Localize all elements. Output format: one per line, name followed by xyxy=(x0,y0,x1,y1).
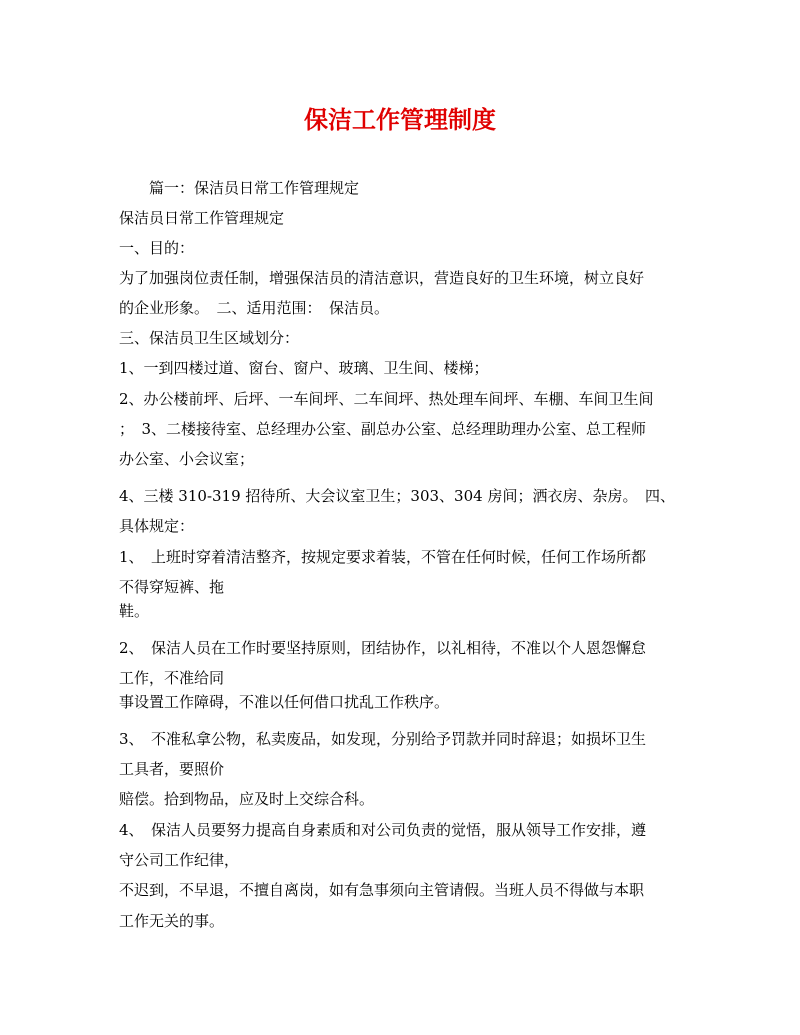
paragraph-line: 赔偿。拾到物品，应及时上交综合科。 xyxy=(119,790,375,808)
paragraph-line: 3、 不准私拿公物，私卖废品，如发现，分别给予罚款并同时辞退；如损坏卫生 xyxy=(119,730,647,748)
paragraph-line: ； 3、二楼接待室、总经理办公室、副总办公室、总经理助理办公室、总工程师 xyxy=(119,420,647,438)
paragraph-line: 保洁员日常工作管理规定 xyxy=(119,209,285,227)
paragraph-line: 事设置工作障碍，不准以任何借口扰乱工作秩序。 xyxy=(119,693,450,711)
paragraph-line: 不得穿短裤、拖 xyxy=(119,578,225,596)
paragraph-line: 一、目的： xyxy=(119,239,195,257)
paragraph-line: 具体规定： xyxy=(119,517,195,535)
paragraph-line: 办公室、小会议室； xyxy=(119,450,255,468)
paragraph-line: 工具者，要照价 xyxy=(119,760,225,778)
paragraph-line: 1、一到四楼过道、窗台、窗户、玻璃、卫生间、楼梯； xyxy=(119,359,489,377)
paragraph-line: 4、三楼 310-319 招待所、大会议室卫生；303、304 房间；洒衣房、杂房。 四、 xyxy=(119,487,675,505)
paragraph-line: 4、 保洁人员要努力提高自身素质和对公司负责的觉悟，服从领导工作安排，遵 xyxy=(119,821,647,839)
paragraph-line: 守公司工作纪律， xyxy=(119,851,240,869)
paragraph-line: 的企业形象。 二、适用范围： 保洁员。 xyxy=(119,299,390,317)
section-heading: 篇一：保洁员日常工作管理规定 xyxy=(149,179,360,197)
paragraph-line: 鞋。 xyxy=(119,602,150,620)
paragraph-line: 2、 保洁人员在工作时要坚持原则，团结协作，以礼相待，不准以个人恩怨懈怠 xyxy=(119,639,647,657)
paragraph-line: 2、办公楼前坪、后坪、一车间坪、二车间坪、热处理车间坪、车棚、车间卫生间 xyxy=(119,390,654,408)
paragraph-line: 不迟到，不早退，不擅自离岗，如有急事须向主管请假。当班人员不得做与本职 xyxy=(119,881,645,899)
paragraph-line: 三、保洁员卫生区域划分： xyxy=(119,329,300,347)
paragraph-line: 1、 上班时穿着清洁整齐，按规定要求着装，不管在任何时候，任何工作场所都 xyxy=(119,548,647,566)
paragraph-line: 为了加强岗位责任制，增强保洁员的清洁意识，营造良好的卫生环境，树立良好 xyxy=(119,269,645,287)
paragraph-line: 工作，不准给同 xyxy=(119,669,225,687)
paragraph-line: 工作无关的事。 xyxy=(119,912,225,930)
document-title: 保洁工作管理制度 xyxy=(304,105,496,134)
